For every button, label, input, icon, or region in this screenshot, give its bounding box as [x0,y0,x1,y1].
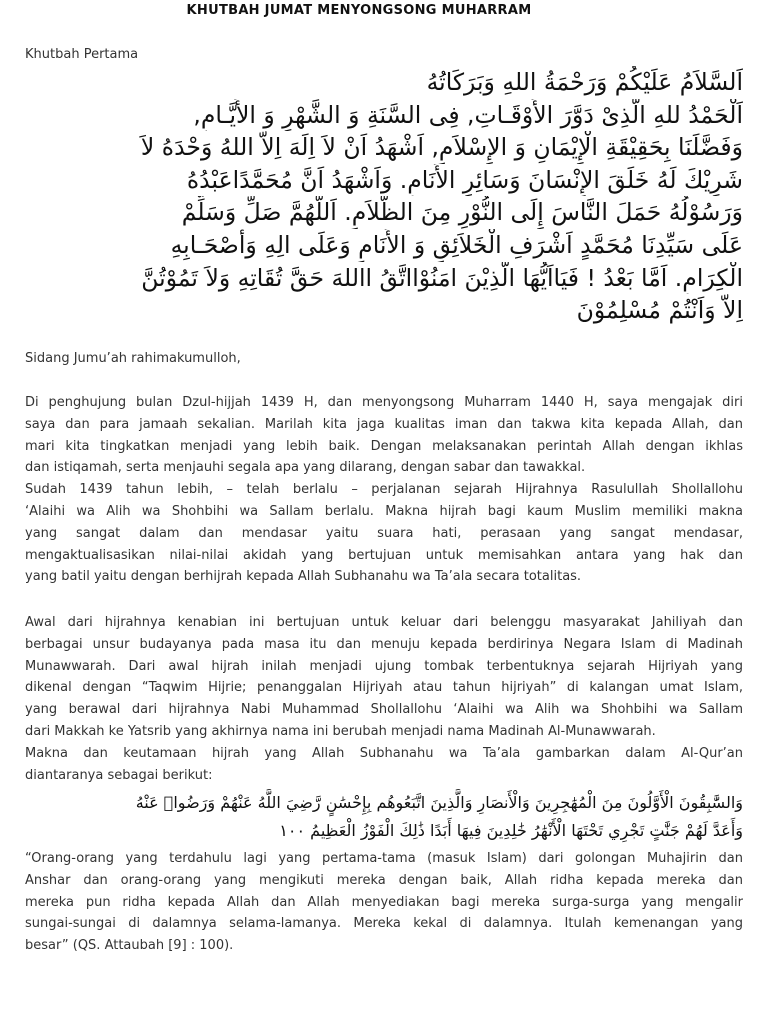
section-subheading: Khutbah Pertama [25,47,139,62]
paragraph-line: yang batil yaitu dengan berhijrah kepada Allah Subhanahu wa Ta’ala secara totalitas. [25,569,582,585]
quran-verse [25,789,743,845]
paragraph-line: Makna dan keutamaan hijrah yang Allah Subhanahu wa Ta’ala gambarkan dalam Al-Qur’an [25,745,743,761]
paragraph-line: yang sangat dalam dan mendasar yaitu suara hati, perasaan yang sangat mendasar, [25,525,743,541]
paragraph-line: saya dan para jamaah sekalian. Marilah kita jaga kualitas iman dan takwa kita kepada Allah, dan [25,416,743,432]
paragraph-line: ‘Alaihi wa Alih wa Shohbihi wa Sallam berlalu. Makna hijrah bagi kaum Muslim memiliki makna [25,503,743,519]
arabic-opening [25,66,743,327]
arabic-text-line: الْكِرَامِ. اَمَّا بَعْدُ ! فَيَااَيُّهَا الَّذِيْنَ امَنُوْااتَّقُ االلهَ حَقَّ تُقَاتِهِ وَلاَ تَمُوْتُنَّ [141,263,743,292]
paragraph-line: mari kita tingkatkan menjadi yang lebih baik. Dengan melaksanakan perintah Allah dengan ikhlas [25,438,743,454]
paragraph-line: Munawwarah. Dari awal hijrah inilah menjadi ujung tombak terbentuknya sejarah Hijriyah yang [25,658,743,674]
paragraph-line: dari Makkah ke Yatsrib yang akhirnya nama ini berubah menjadi nama Madinah Al-Munawwarah. [25,723,656,739]
arabic-text-line: اَلسَّلاَمُ عَلَيْكُمْ وَرَحْمَةُ اللهِ وَبَرَكَاتُهُ [426,68,743,96]
paragraph-line: Di penghujung bulan Dzul-hijjah 1439 H, dan menyongsong Muharram 1440 H, saya mengajak diri [25,395,743,410]
translation-line: Anshar dan orang-orang yang mengikuti mereka dengan baik, Allah ridha kepada mereka dan [25,872,743,888]
arabic-text-line: وَفَضَّلَنَا بِحَقِيْقَةِ الْإِيْمَانِ وَ الإِسْلاَمِ, اَشْهَدُ اَنْ لاَ اِلَهَ اِلاَّ اللهُ وَحْدَهُ لاَ [140,133,743,162]
verse-line: وَأَعَدَّ لَهُمْ جَنَّٰتٍ تَجْرِي تَحْتَهَا الْأَنْهَٰرُ خَٰلِدِينَ فِيهَا أَبَدًا ذَٰلِكَ الْفَوْزُ الْعَظِيمُ ١٠٠ [279,821,743,840]
translation-line: besar” (QS. Attaubah [9] : 100). [25,938,234,954]
arabic-text-line: وَرَسُوْلُهُ حَمَلَ النَّاسَ إِلَى النُّوْرِ مِنَ الظَّلاَمِ. اَللَّهُمَّ صَلِّ وَسَلِّمْ [181,198,743,227]
greeting-text: Sidang Jumu’ah rahimakumulloh, [25,351,241,366]
paragraph-2 [25,612,743,786]
paragraph-line: berbagai unsur budayanya pada masa itu dan menuju kepada berdirinya Negara Islam di Madinah [25,636,743,652]
paragraph-line: dikenal dengan “Taqwim Hijrie; penanggalan Hijriyah atau tahun hijriyah” di kalangan umat Islam, [25,680,743,696]
greeting-line [25,348,743,370]
arabic-text-line: عَلَى سَيِّدِنَا مُحَمَّدٍ اَشْرَفِ الْخَلاَئِقِ وَ الأَنَامِ وَعَلَى الِهِ وَأَصْحَـابِهِ [170,230,743,259]
paragraph-line: Awal dari hijrahnya kenabian ini bertujuan untuk keluar dari belenggu masyarakat Jahiliyah dan [25,615,743,630]
arabic-text-line: اَلْحَمْدُ للهِ الَّذِىْ دَوَّرَ الأَوْقَـاتِ, فِى السَّنَةِ وَ الشَّهْرِ وَ الأَيَّـامِ, [193,100,743,129]
translation-line: sungai-sungai di dalamnya selama-lamanya. Mereka kekal di dalamnya. Itulah kemenangan yang [25,916,743,932]
verse-translation [25,848,743,957]
paragraph-1 [25,392,743,588]
paragraph-line: diantaranya sebagai berikut: [25,767,213,783]
paragraph-line: mengaktualisasikan nilai-nilai akidah yang bertujuan untuk memisahkan antara yang hak dan [25,547,743,563]
paragraph-line: Sudah 1439 tahun lebih, – telah berlalu – perjalanan sejarah Hijrahnya Rasulullah Shollallohu [25,482,743,498]
paragraph-line: dan istiqamah, serta menjauhi segala apa yang dilarang, dengan sabar dan tawakkal. [25,460,586,476]
verse-line: وَالسَّٰبِقُونَ الْأَوَّلُونَ مِنَ الْمُهَٰجِرِينَ وَالْأَنصَارِ وَالَّذِينَ اتَّبَعُوهُم بِإِحْسَٰنٍ رَّضِيَ اللَّهُ عَنْهُمْ وَرَضُوا۟ عَنْهُ [135,793,743,812]
arabic-text-line: اِلاَّ وَاَنْتُمْ مُسْلِمُوْنَ [576,296,743,325]
paragraph-line: yang berawal dari hijrahnya Nabi Muhammad Shollallohu ‘Alaihi wa Alih wa Shohbihi wa Sallam [25,702,743,718]
page-title: KHUTBAH JUMAT MENYONGSONG MUHARRAM [186,3,532,18]
arabic-text-line: شَرِيْكَ لَهُ خَلَقَ الإِنْسَانَ وَسَائِرِ الأَنَامِ. وَاَشْهَدُ اَنَّ مُحَمَّدًاعَبْدُهُ [186,165,743,194]
translation-line: mereka pun ridha kepada Allah dan Allah menyediakan bagi mereka surga-surga yang mengalir [25,894,743,910]
translation-line: “Orang-orang yang terdahulu lagi yang pertama-tama (masuk Islam) dari golongan Muhajirin dan [25,851,743,866]
